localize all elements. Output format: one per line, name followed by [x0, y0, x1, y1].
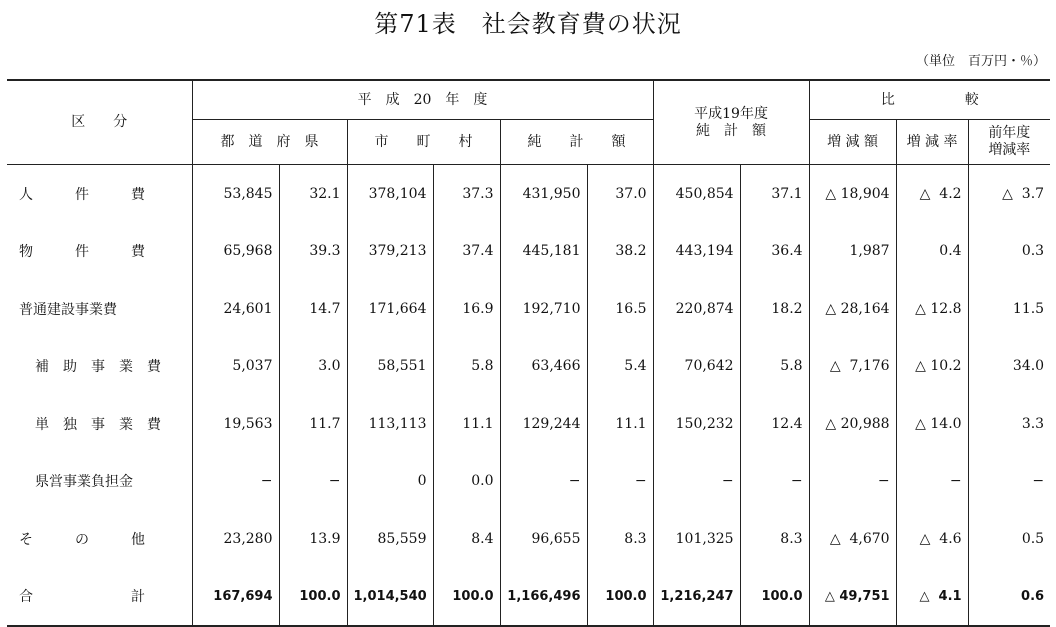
cell-value: 3.3 — [968, 395, 1050, 453]
cell-value: △ 10.2 — [896, 338, 968, 396]
cell-value: 8.4 — [433, 510, 500, 568]
cell-value: − — [653, 453, 740, 511]
header-zougengaku: 増 減 額 — [809, 120, 896, 165]
cell-value: 129,244 — [500, 395, 587, 453]
header-heisei19-line2: 純 計 額 — [696, 122, 767, 139]
unit-note: （単位 百万円・％） — [915, 54, 1046, 69]
cell-value: 0.6 — [968, 568, 1050, 627]
cell-value: △ 20,988 — [809, 395, 896, 453]
cell-value: △ 4.2 — [896, 165, 968, 223]
cell-value: 16.5 — [587, 280, 653, 338]
row-label: 合 計 — [19, 589, 145, 606]
cell-value: 37.4 — [433, 223, 500, 281]
table-row — [7, 338, 1050, 396]
cell-value: △ 7,176 — [809, 338, 896, 396]
table-row — [7, 280, 1050, 338]
header-kubun: 区 分 — [7, 80, 192, 165]
cell-value: 70,642 — [653, 338, 740, 396]
cell-value: 0.3 — [968, 223, 1050, 281]
cell-value: 379,213 — [347, 223, 433, 281]
header-heisei20: 平 成 20 年 度 — [192, 80, 653, 120]
cell-value: 100.0 — [279, 568, 347, 627]
cell-value: 36.4 — [740, 223, 809, 281]
cell-value: 167,694 — [192, 568, 279, 627]
cell-value: − — [500, 453, 587, 511]
cell-value: △ 49,751 — [809, 568, 896, 627]
cell-value: 113,113 — [347, 395, 433, 453]
row-label: 補 助 事 業 費 — [35, 359, 161, 376]
cell-value: 11.1 — [433, 395, 500, 453]
cell-value: △ 12.8 — [896, 280, 968, 338]
header-zennendo-line1: 前年度 — [988, 125, 1031, 141]
cell-value: 65,968 — [192, 223, 279, 281]
cell-value: 445,181 — [500, 223, 587, 281]
table-row — [7, 395, 1050, 453]
row-label: 普通建設事業費 — [19, 301, 117, 318]
table-row — [7, 453, 1050, 511]
cell-value: 18.2 — [740, 280, 809, 338]
cell-value: 1,216,247 — [653, 568, 740, 627]
cell-value: 1,987 — [809, 223, 896, 281]
table-row — [7, 510, 1050, 568]
cell-value: 8.3 — [740, 510, 809, 568]
cell-value: △ 18,904 — [809, 165, 896, 223]
header-todofuken: 都 道 府 県 — [192, 120, 347, 165]
cell-value: 13.9 — [279, 510, 347, 568]
cell-value: 11.5 — [968, 280, 1050, 338]
row-label: 県営事業負担金 — [35, 474, 133, 491]
cell-value: 5.8 — [433, 338, 500, 396]
cell-value: 38.2 — [587, 223, 653, 281]
cell-value: − — [896, 453, 968, 511]
cell-value: △ 4,670 — [809, 510, 896, 568]
cell-value: 37.1 — [740, 165, 809, 223]
cell-value: 34.0 — [968, 338, 1050, 396]
cell-value: 16.9 — [433, 280, 500, 338]
header-zougenritsu: 増 減 率 — [896, 120, 968, 165]
cell-value: 96,655 — [500, 510, 587, 568]
cell-value: 378,104 — [347, 165, 433, 223]
cell-value: 5.4 — [587, 338, 653, 396]
expenditure-table — [7, 79, 1050, 627]
cell-value: 5,037 — [192, 338, 279, 396]
cell-value: 32.1 — [279, 165, 347, 223]
row-label: 単 独 事 業 費 — [35, 416, 161, 433]
cell-value: 24,601 — [192, 280, 279, 338]
cell-value: △ 3.7 — [968, 165, 1050, 223]
cell-value: − — [809, 453, 896, 511]
cell-value: 220,874 — [653, 280, 740, 338]
cell-value: 150,232 — [653, 395, 740, 453]
row-label: そ の 他 — [19, 531, 145, 548]
cell-value: − — [192, 453, 279, 511]
cell-value: 192,710 — [500, 280, 587, 338]
header-hikaku: 比 較 — [809, 80, 1050, 120]
cell-value: 443,194 — [653, 223, 740, 281]
cell-value: 85,559 — [347, 510, 433, 568]
header-zennendo — [968, 120, 1050, 165]
cell-value: 0.5 — [968, 510, 1050, 568]
cell-value: 11.7 — [279, 395, 347, 453]
cell-value: 58,551 — [347, 338, 433, 396]
cell-value: 0.4 — [896, 223, 968, 281]
cell-value: 100.0 — [740, 568, 809, 627]
cell-value: △ 28,164 — [809, 280, 896, 338]
row-label: 人 件 費 — [19, 186, 145, 203]
cell-value: 450,854 — [653, 165, 740, 223]
cell-value: 63,466 — [500, 338, 587, 396]
cell-value: 12.4 — [740, 395, 809, 453]
cell-value: 171,664 — [347, 280, 433, 338]
table-title: 第71表 社会教育費の状況 — [374, 10, 682, 38]
header-shichoson: 市 町 村 — [347, 120, 500, 165]
cell-value: 23,280 — [192, 510, 279, 568]
cell-value: 100.0 — [433, 568, 500, 627]
cell-value: 3.0 — [279, 338, 347, 396]
cell-value: 101,325 — [653, 510, 740, 568]
cell-value: − — [587, 453, 653, 511]
table-body — [7, 165, 1050, 627]
table-row — [7, 165, 1050, 223]
header-heisei19-line1: 平成19年度 — [694, 105, 768, 122]
cell-value: 39.3 — [279, 223, 347, 281]
cell-value: 37.0 — [587, 165, 653, 223]
cell-value: 0.0 — [433, 453, 500, 511]
cell-value: △ 4.1 — [896, 568, 968, 627]
row-label: 物 件 費 — [19, 244, 145, 261]
header-zennendo-line2: 増減率 — [988, 142, 1031, 158]
cell-value: 37.3 — [433, 165, 500, 223]
cell-value: − — [740, 453, 809, 511]
cell-value: △ 14.0 — [896, 395, 968, 453]
cell-value: 1,166,496 — [500, 568, 587, 627]
header-junkeigaku: 純 計 額 — [500, 120, 653, 165]
cell-value: − — [968, 453, 1050, 511]
cell-value: 431,950 — [500, 165, 587, 223]
header-heisei19 — [653, 80, 809, 165]
cell-value: − — [279, 453, 347, 511]
cell-value: 1,014,540 — [347, 568, 433, 627]
cell-value: 0 — [347, 453, 433, 511]
cell-value: 5.8 — [740, 338, 809, 396]
table-row — [7, 568, 1050, 627]
cell-value: 100.0 — [587, 568, 653, 627]
cell-value: 11.1 — [587, 395, 653, 453]
cell-value: 53,845 — [192, 165, 279, 223]
cell-value: △ 4.6 — [896, 510, 968, 568]
cell-value: 14.7 — [279, 280, 347, 338]
table-row — [7, 223, 1050, 281]
cell-value: 19,563 — [192, 395, 279, 453]
cell-value: 8.3 — [587, 510, 653, 568]
